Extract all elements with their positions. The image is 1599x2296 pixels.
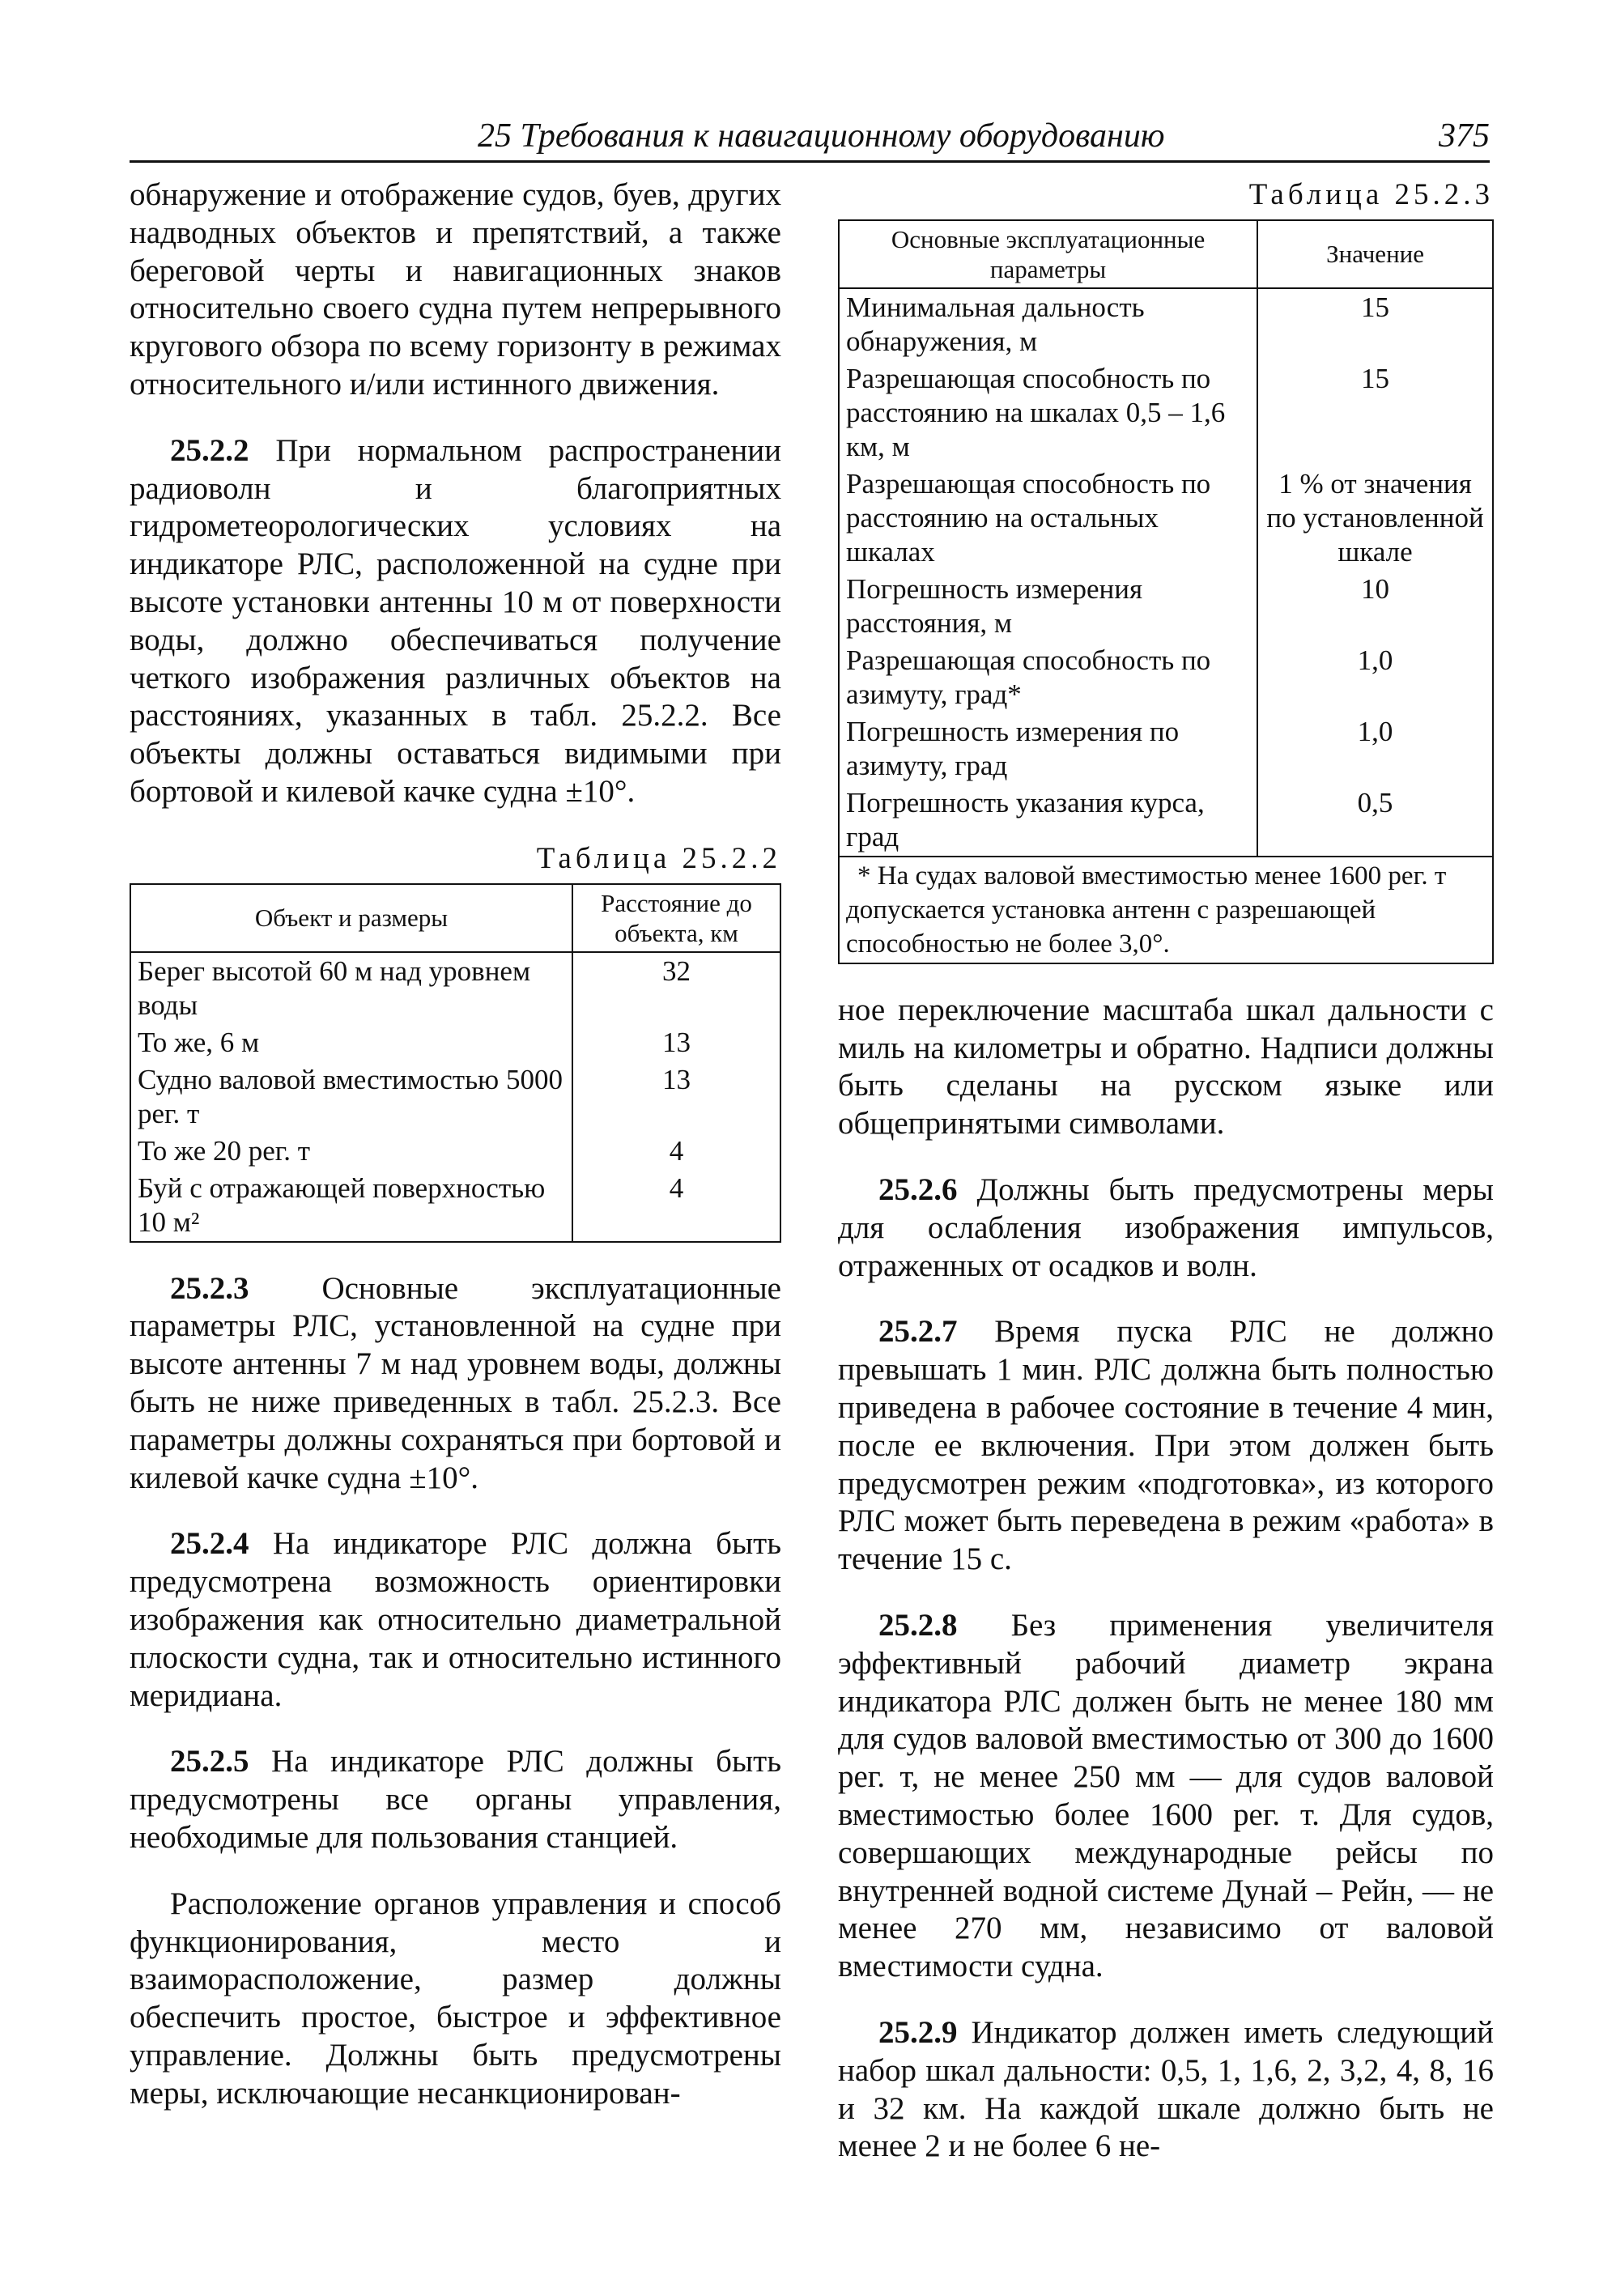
paragraph-number: 25.2.2 bbox=[170, 432, 249, 468]
value-cell: 15 bbox=[1257, 288, 1493, 360]
column-header: Расстояние до объекта, км bbox=[572, 884, 780, 952]
object-cell: Судно валовой вместимостью 5000 рег. т bbox=[130, 1061, 572, 1133]
paragraph-25-2-8 bbox=[838, 1607, 1494, 1986]
distance-cell: 4 bbox=[572, 1170, 780, 1242]
paragraph-25-2-3 bbox=[130, 1270, 781, 1498]
paragraph-text: Индикатор должен иметь следующий набор шкал дальности: 0,5, 1, 1,6, 2, 3,2, 4, 8, 16 и 32 км. На каждой шкале должно быть не менее 2 и не более 6 не- bbox=[838, 2014, 1495, 2164]
value-cell: 1 % от значения по установленной шкале bbox=[1257, 466, 1493, 571]
object-cell: То же, 6 м bbox=[130, 1024, 572, 1061]
distance-cell: 13 bbox=[572, 1061, 780, 1133]
table-row bbox=[130, 1024, 780, 1061]
parameter-cell: Разрешающая способность по азимуту, град* bbox=[839, 642, 1257, 713]
paragraph-number: 25.2.6 bbox=[878, 1171, 958, 1207]
intro-paragraph: обнаружение и отображение судов, буев, других надводных объектов и препятствий, а также береговой черты и навигационных знаков относительно своего судна путем непрерывного кругового обзора по всему горизонту в режимах относительного и/или истинного движения. bbox=[130, 177, 781, 402]
table-25-2-3 bbox=[838, 219, 1494, 964]
paragraph-25-2-5 bbox=[130, 1743, 781, 1856]
page-number: 375 bbox=[1439, 117, 1490, 155]
parameter-cell: Минимальная дальность обнаружения, м bbox=[839, 288, 1257, 360]
table-row bbox=[839, 571, 1493, 642]
paragraph-number: 25.2.5 bbox=[170, 1744, 249, 1779]
column-header: Объект и размеры bbox=[130, 884, 572, 952]
table-footnote: * На судах валовой вместимостью менее 1600 рег. т допускается установка антенн с разрешающей способностью не более 3,0°. bbox=[839, 857, 1493, 963]
value-cell: 15 bbox=[1257, 360, 1493, 466]
table-row bbox=[839, 466, 1493, 571]
paragraph-continued: ное переключение масштаба шкал дальности с миль на километры и обратно. Надписи должны быть сделаны на русском языке или общепринятыми символами. bbox=[838, 992, 1494, 1142]
distance-cell: 32 bbox=[572, 952, 780, 1024]
table-row bbox=[839, 288, 1493, 360]
running-header bbox=[130, 112, 1490, 163]
table-row bbox=[839, 713, 1493, 784]
paragraph-text: Основные эксплуатационные параметры РЛС, установленной на судне при высоте антенны 7 м над уровнем воды, должны быть не ниже приведенных в табл. 25.2.3. Все параметры должны сохраняться при бортовой и килевой качке судна ±10°. bbox=[130, 1270, 781, 1495]
table-caption: Таблица 25.2.3 bbox=[1248, 178, 1494, 211]
table-row bbox=[130, 1061, 780, 1133]
object-cell: То же 20 рег. т bbox=[130, 1133, 572, 1170]
table-row bbox=[130, 952, 780, 1024]
paragraph-text: Время пуска РЛС не должно превышать 1 мин. РЛС должна быть полностью приведена в рабочее состояние в течение 4 мин, после ее включения. При этом должен быть предусмотрен режим «подготовка», из которого РЛС может быть переведена в режим «работа» в течение 15 с. bbox=[838, 1314, 1494, 1577]
parameter-cell: Погрешность измерения по азимуту, град bbox=[839, 713, 1257, 784]
table-row bbox=[130, 1133, 780, 1170]
right-column bbox=[838, 176, 1494, 2166]
value-cell: 1,0 bbox=[1257, 642, 1493, 713]
distance-cell: 13 bbox=[572, 1024, 780, 1061]
table-header-row bbox=[130, 884, 780, 952]
paragraph-controls: Расположение органов управления и способ функционирования, место и взаиморасположение, размер должны обеспечить простое, быстрое и эффективное управление. Должны быть предусмотрены меры, исключающие несанкционирован- bbox=[130, 1886, 781, 2111]
chapter-title: 25 Требования к навигационному оборудованию bbox=[478, 117, 1165, 155]
table-row bbox=[839, 360, 1493, 466]
table-row bbox=[839, 784, 1493, 857]
column-header: Основные эксплуатационные параметры bbox=[839, 220, 1257, 288]
paragraph-number: 25.2.3 bbox=[170, 1270, 249, 1306]
paragraph-25-2-7 bbox=[838, 1313, 1494, 1579]
table-row bbox=[839, 642, 1493, 713]
parameter-cell: Погрешность измерения расстояния, м bbox=[839, 571, 1257, 642]
object-cell: Берег высотой 60 м над уровнем воды bbox=[130, 952, 572, 1024]
table-caption: Таблица 25.2.2 bbox=[536, 841, 781, 875]
paragraph-25-2-6 bbox=[838, 1171, 1494, 1285]
table-header-row bbox=[839, 220, 1493, 288]
left-column bbox=[130, 176, 781, 2112]
value-cell: 0,5 bbox=[1257, 784, 1493, 857]
value-cell: 10 bbox=[1257, 571, 1493, 642]
paragraph-number: 25.2.7 bbox=[878, 1314, 958, 1350]
column-header: Значение bbox=[1257, 220, 1493, 288]
paragraph-text: При нормальном распространении радиоволн и благоприятных гидрометеорологических условиях на индикаторе РЛС, расположенной на судне при высоте установки антенны 10 м от поверхности воды, должно обеспечиваться получение четкого изображения различных объектов на расстояниях, указанных в табл. 25.2.2. Все объекты должны оставаться видимыми при бортовой и килевой качке судна ±10°. bbox=[130, 432, 781, 809]
table-row bbox=[130, 1170, 780, 1242]
distance-cell: 4 bbox=[572, 1133, 780, 1170]
object-cell: Буй с отражающей поверхностью 10 м² bbox=[130, 1170, 572, 1242]
paragraph-number: 25.2.4 bbox=[170, 1526, 249, 1562]
table-25-2-2 bbox=[130, 883, 781, 1243]
paragraph-number: 25.2.9 bbox=[878, 2014, 958, 2050]
paragraph-text: На индикаторе РЛС должны быть предусмотрены все органы управления, необходимые для пользования станцией. bbox=[130, 1744, 781, 1855]
parameter-cell: Разрешающая способность по расстоянию на шкалах 0,5 – 1,6 км, м bbox=[839, 360, 1257, 466]
paragraph-25-2-2 bbox=[130, 432, 781, 811]
table-footnote-row bbox=[839, 857, 1493, 963]
paragraph-text: Должны быть предусмотрены меры для ослабления изображения импульсов, отраженных от осадков и волн. bbox=[838, 1171, 1495, 1283]
parameter-cell: Разрешающая способность по расстоянию на остальных шкалах bbox=[839, 466, 1257, 571]
paragraph-25-2-4 bbox=[130, 1525, 781, 1715]
paragraph-number: 25.2.8 bbox=[878, 1607, 958, 1643]
parameter-cell: Погрешность указания курса, град bbox=[839, 784, 1257, 857]
paragraph-text: Без применения увеличителя эффективный рабочий диаметр экрана индикатора РЛС должен быть не менее 180 мм для судов валовой вместимостью от 300 до 1600 рег. т, не менее 250 мм — для судов валовой вместимостью более 1600 рег. т. Для судов, совершающих международные рейсы по внутренней водной системе Дунай – Рейн, — не менее 270 мм, независимо от валовой вместимости судна. bbox=[838, 1607, 1495, 1984]
paragraph-text: На индикаторе РЛС должна быть предусмотрена возможность ориентировки изображения как относительно диаметральной плоскости судна, так и относительно истинного меридиана. bbox=[130, 1526, 781, 1713]
value-cell: 1,0 bbox=[1257, 713, 1493, 784]
paragraph-25-2-9 bbox=[838, 2014, 1494, 2166]
